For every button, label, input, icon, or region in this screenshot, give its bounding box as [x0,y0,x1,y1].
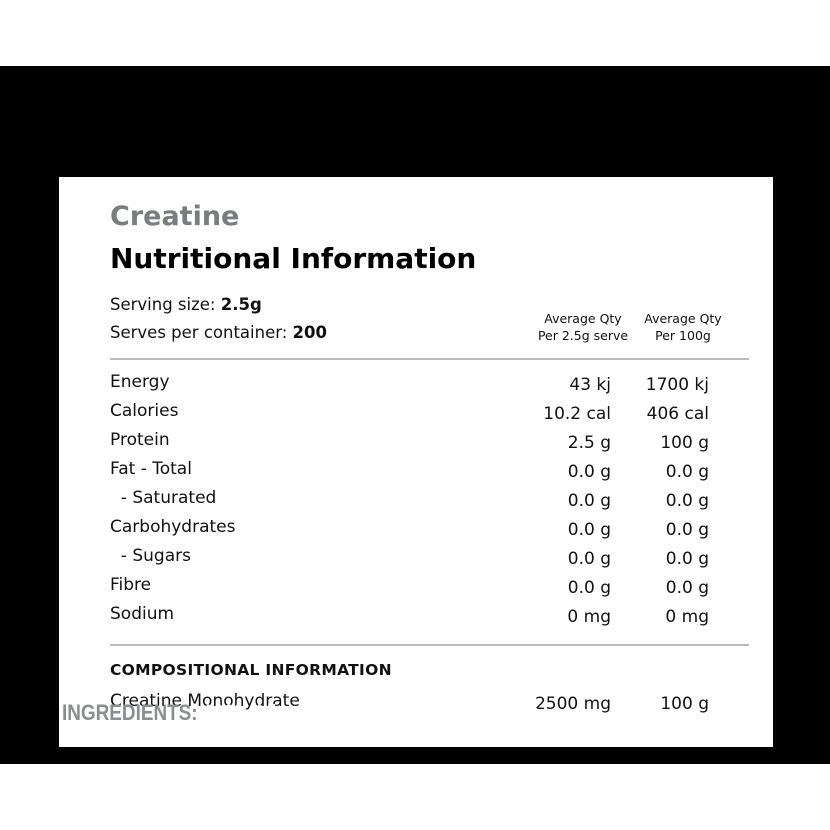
compositional-per-serve: 2500 mg [534,694,611,714]
nutrient-per-serve: 43 kj [569,375,611,395]
nutrient-row [59,546,773,575]
nutrient-row [59,459,773,488]
nutrient-per-100g: 1700 kj [645,375,709,395]
nutrient-row [59,517,773,546]
nutrient-per-serve: 2.5 g [567,433,611,453]
nutrient-name: Sodium [110,604,175,624]
nutrient-per-100g: 0.0 g [665,578,709,598]
nutrient-row [59,372,773,401]
nutrient-name: Carbohydrates [110,517,236,537]
divider-bottom [110,644,749,646]
nutrient-per-serve: 0.0 g [567,462,611,482]
column-header-per-100g [628,310,738,344]
nutrient-per-100g: 0.0 g [665,491,709,511]
nutrient-name: Protein [110,430,170,450]
nutrient-row [59,488,773,517]
nutrient-per-serve: 0.0 g [567,520,611,540]
nutrient-row [59,575,773,604]
column-header-per-serve [528,310,638,344]
nutrient-per-serve: 10.2 cal [543,404,611,424]
nutrient-per-100g: 0.0 g [665,520,709,540]
column-header-per-100g-line2: Per 100g [655,328,711,343]
nutrition-panel [59,177,773,747]
serving-size-label: Serving size: [110,295,216,314]
serving-size [110,295,262,314]
nutrient-per-100g: 0 mg [665,607,709,627]
nutrient-row [59,430,773,459]
serves-label: Serves per container: [110,323,288,342]
panel-heading: Nutritional Information [110,242,477,275]
nutrient-name: - Sugars [110,546,191,566]
ingredients-line [62,700,540,726]
nutrient-per-serve: 0 mg [567,607,611,627]
nutrient-per-100g: 100 g [660,433,709,453]
black-frame [0,66,830,764]
nutrient-per-100g: 406 cal [646,404,709,424]
product-name: Creatine [110,201,240,232]
nutrient-per-100g: 0.0 g [665,549,709,569]
ingredients-label: INGREDIENTS: [62,700,198,725]
column-header-per-serve-line1: Average Qty [544,311,622,326]
compositional-name: Creatine Monohydrate [110,691,300,711]
compositional-title: COMPOSITIONAL INFORMATION [110,661,392,679]
divider-top [110,358,749,360]
compositional-per-100g: 100 g [660,694,709,714]
nutrient-name: Fibre [110,575,152,595]
serves-value: 200 [292,323,327,342]
nutrient-name: Energy [110,372,170,392]
column-header-per-100g-line1: Average Qty [644,311,722,326]
nutrient-row [59,604,773,633]
serving-size-value: 2.5g [220,295,262,314]
nutrient-name: Fat - Total [110,459,192,479]
column-header-per-serve-line2: Per 2.5g serve [537,328,629,343]
nutrient-name: Calories [110,401,179,421]
nutrient-row [59,401,773,430]
ingredients-text: 100% Micronised Creatine Monohydrate [197,700,541,725]
nutrient-name: - Saturated [110,488,217,508]
nutrient-per-serve: 0.0 g [567,491,611,511]
serves-per-container [110,323,327,342]
nutrient-per-serve: 0.0 g [567,578,611,598]
nutrient-per-serve: 0.0 g [567,549,611,569]
nutrient-per-100g: 0.0 g [665,462,709,482]
